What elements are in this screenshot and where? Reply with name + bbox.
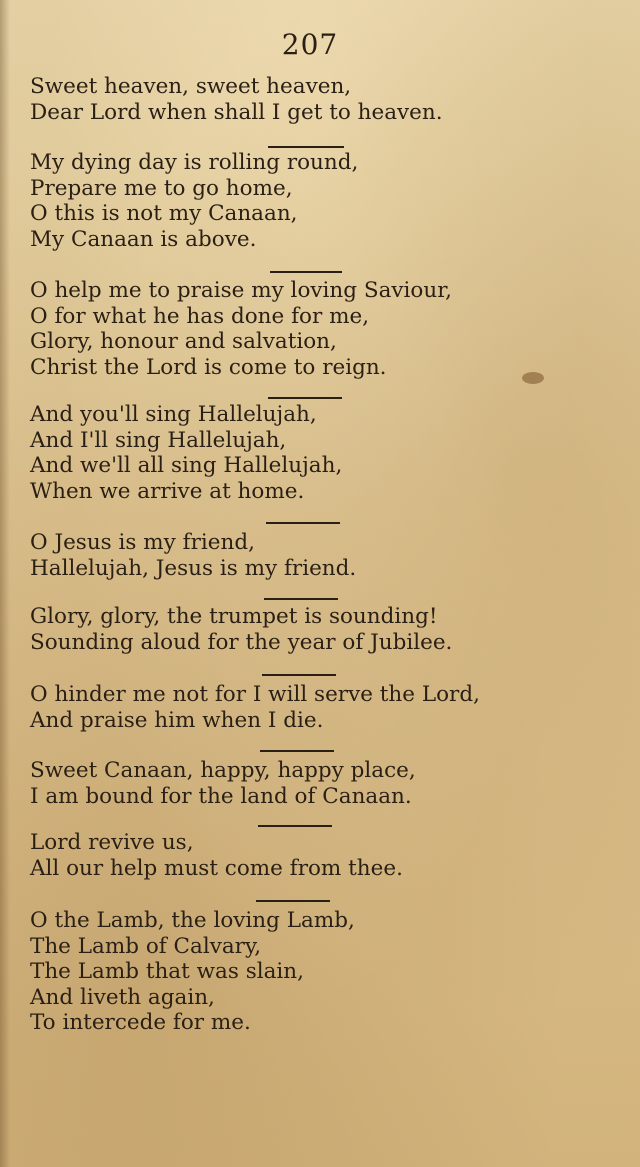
stanza-divider <box>266 522 340 524</box>
stanza-2 <box>30 150 610 252</box>
stanza-divider <box>256 900 330 902</box>
page-number: 207 <box>281 28 339 61</box>
verse-line: Hallelujah, Jesus is my friend. <box>30 555 357 581</box>
stanza-divider <box>262 674 336 676</box>
verse-line: Sounding aloud for the year of Jubilee. <box>30 629 453 655</box>
stanza-divider <box>268 397 342 399</box>
verse-line: And I'll sing Hallelujah, <box>30 427 287 453</box>
verse-line: Prepare me to go home, <box>30 175 293 201</box>
verse-line: And praise him when I die. <box>30 707 324 733</box>
verse-line: O the Lamb, the loving Lamb, <box>30 908 355 933</box>
verse-line: Glory, glory, the trumpet is sounding! <box>30 604 438 629</box>
verse-line: And we'll all sing Hallelujah, <box>30 453 343 478</box>
stanza-4 <box>30 402 610 504</box>
stanza-10 <box>30 908 610 1036</box>
verse-line: I am bound for the land of Canaan. <box>30 783 412 809</box>
stanza-divider <box>268 146 344 148</box>
verse-line: Glory, honour and salvation, <box>30 329 337 354</box>
stanza-7 <box>30 682 610 733</box>
verse-line: O help me to praise my loving Saviour, <box>30 278 452 303</box>
ink-stain <box>522 372 544 384</box>
verse-line: To intercede for me. <box>30 1010 251 1035</box>
verse-line: O for what he has done for me, <box>30 303 370 329</box>
stanza-divider <box>264 598 338 600</box>
stanza-divider <box>260 750 334 752</box>
verse-line: When we arrive at home. <box>30 478 305 504</box>
stanza-3 <box>30 278 610 380</box>
verse-line: And liveth again, <box>30 984 215 1010</box>
verse-line: And you'll sing Hallelujah, <box>30 402 317 427</box>
stanza-8 <box>30 758 610 809</box>
verse-line: O Jesus is my friend, <box>30 530 255 555</box>
verse-line: Sweet heaven, sweet heaven, <box>30 74 352 99</box>
stanza-5 <box>30 530 610 581</box>
stanza-divider <box>258 825 332 827</box>
verse-line: My dying day is rolling round, <box>30 150 359 175</box>
verse-line: Lord revive us, <box>30 830 194 855</box>
verse-line: Sweet Canaan, happy, happy place, <box>30 758 416 783</box>
stanza-1 <box>30 74 610 125</box>
stanza-divider <box>270 271 342 273</box>
stanza-6 <box>30 604 610 655</box>
verse-line: O this is not my Canaan, <box>30 201 298 226</box>
verse-line: Christ the Lord is come to reign. <box>30 354 387 380</box>
verse-line: All our help must come from thee. <box>30 855 403 881</box>
verse-line: The Lamb of Calvary, <box>30 933 262 959</box>
verse-line: My Canaan is above. <box>30 226 257 252</box>
verse-line: O hinder me not for I will serve the Lord, <box>30 682 480 707</box>
stanza-9 <box>30 830 610 881</box>
verse-line: The Lamb that was slain, <box>30 959 304 984</box>
verse-line: Dear Lord when shall I get to heaven. <box>30 99 443 125</box>
